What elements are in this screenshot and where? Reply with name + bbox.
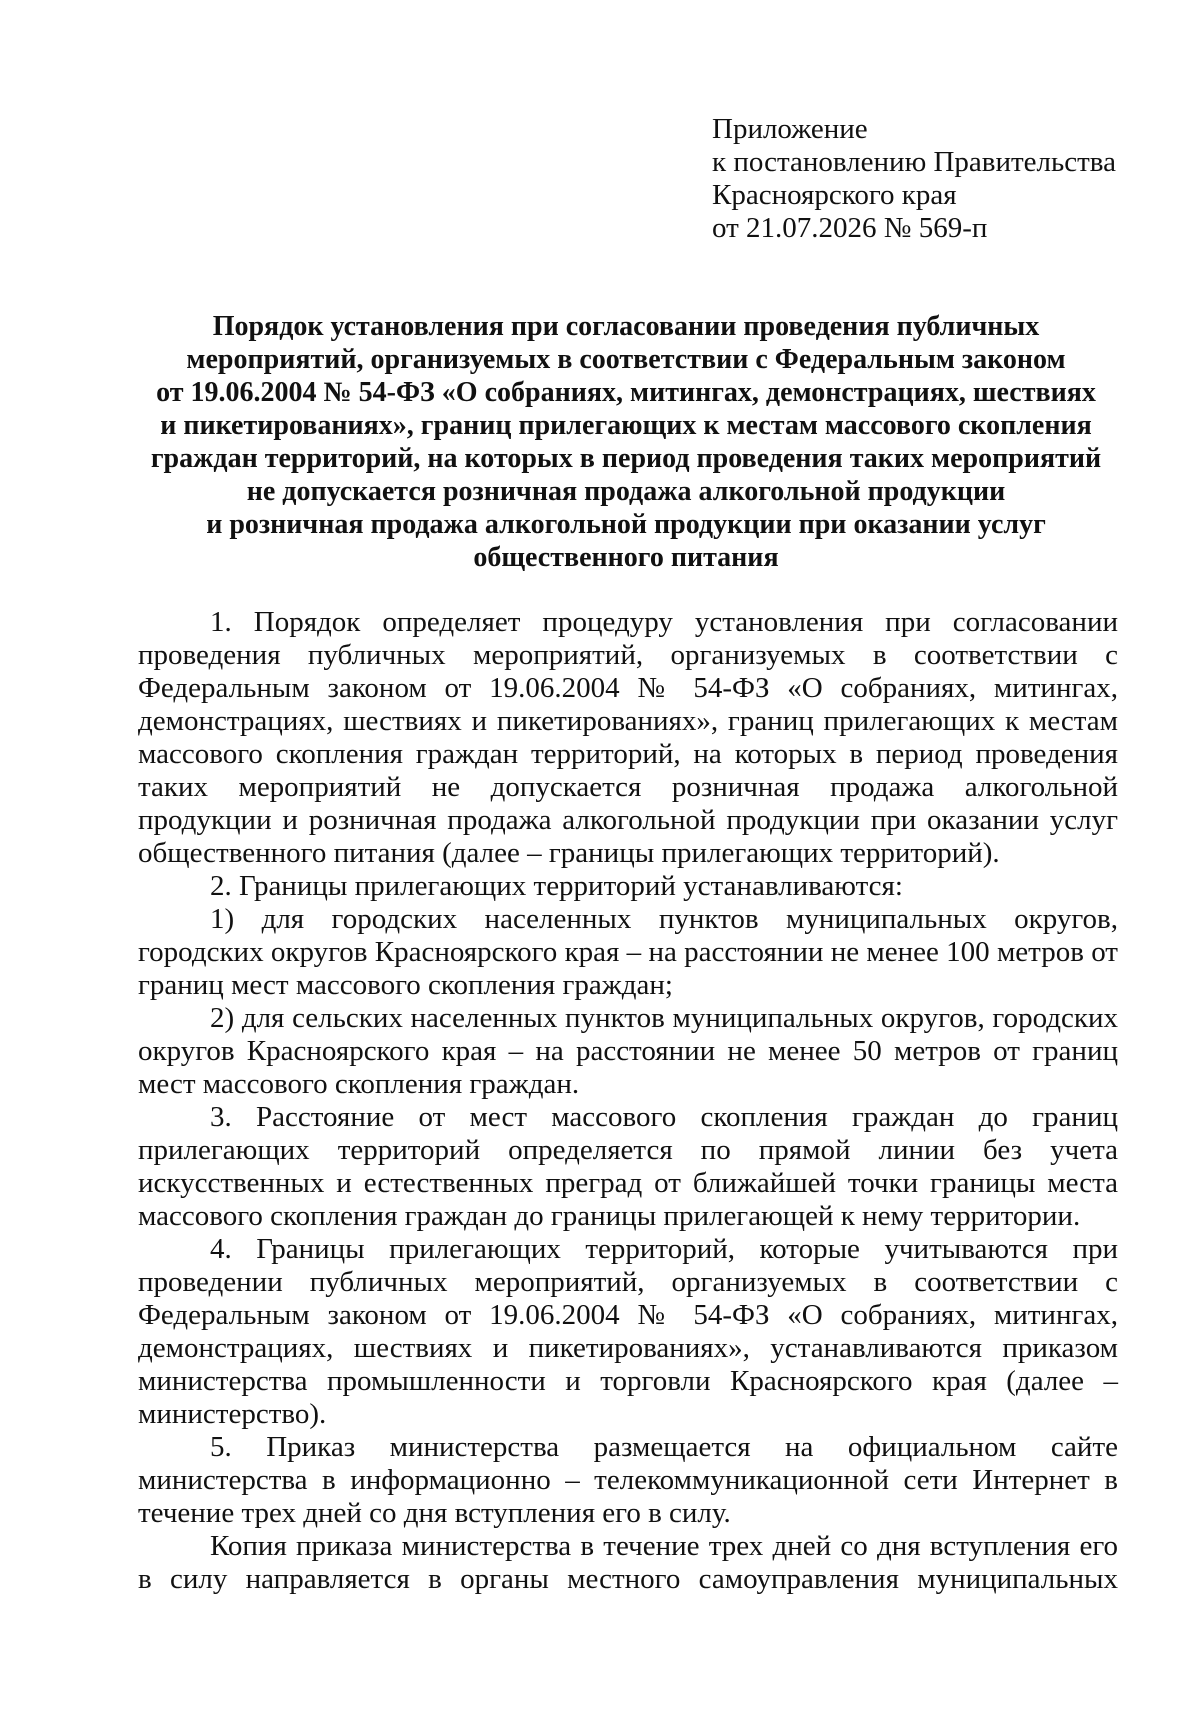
paragraph-continuation: Копия приказа министерства в течение трех дней со дня вступления его в силу направляется в органы местного самоуправления муниципальных — [138, 1530, 1118, 1595]
title-line: общественного питания — [473, 542, 779, 573]
title-line: Порядок установления при согласовании проведения публичных — [212, 311, 1040, 342]
paragraph-2-item-2: 2) для сельских населенных пунктов муниципальных округов, городских округов Красноярского края – на расстоянии не менее 50 метров от границ мест массового скопления граждан. — [138, 1002, 1118, 1100]
paragraph-5: 5. Приказ министерства размещается на официальном сайте министерства в информационно – телекоммуникационной сети Интернет в течение трех дней со дня вступления его в силу. — [138, 1431, 1118, 1529]
paragraph-4: 4. Границы прилегающих территорий, которые учитываются при проведении публичных мероприятий, организуемых в соответствии с Федеральным законом от 19.06.2004 № 54-ФЗ «О собраниях, митингах, демонстрациях, шествиях и пикетированиях», устанавливаются приказом министерства промышленности и торговли Красноярского края (далее – министерство). — [138, 1233, 1118, 1430]
title-line: и розничная продажа алкогольной продукции при оказании услуг — [206, 509, 1046, 540]
document-body — [138, 606, 1118, 1596]
title-line: не допускается розничная продажа алкогольной продукции — [246, 476, 1006, 507]
annex-reference: к постановлению Правительства — [712, 146, 1116, 178]
title-line: и пикетированиях», границ прилегающих к местам массового скопления — [160, 410, 1092, 441]
paragraph-2-item-1: 1) для городских населенных пунктов муниципальных округов, городских округов Красноярского края – на расстоянии не менее 100 метров от границ мест массового скопления граждан; — [138, 903, 1118, 1001]
document-title — [136, 310, 1116, 574]
title-line: мероприятий, организуемых в соответствии с Федеральным законом — [186, 344, 1066, 375]
annex-region: Красноярского края — [712, 179, 957, 211]
annex-header — [712, 113, 1172, 245]
paragraph-3: 3. Расстояние от мест массового скопления граждан до границ прилегающих территорий определяется по прямой линии без учета искусственных и естественных преград от ближайшей точки границы места массового скопления граждан до границы прилегающей к нему территории. — [138, 1101, 1118, 1232]
paragraph-1: 1. Порядок определяет процедуру установления при согласовании проведения публичных мероприятий, организуемых в соответствии с Федеральным законом от 19.06.2004 № 54-ФЗ «О собраниях, митингах, демонстрациях, шествиях и пикетированиях», границ прилегающих к местам массового скопления граждан территорий, на которых в период проведения таких мероприятий не допускается розничная продажа алкогольной продукции и розничная продажа алкогольной продукции при оказании услуг общественного питания (далее – границы прилегающих территорий). — [138, 606, 1118, 869]
title-line: от 19.06.2004 № 54-ФЗ «О собраниях, митингах, демонстрациях, шествиях — [156, 377, 1096, 408]
paragraph-2: 2. Границы прилегающих территорий устанавливаются: — [210, 870, 903, 902]
annex-date-number: от 21.07.2026 № 569-п — [712, 212, 988, 244]
annex-label: Приложение — [712, 113, 868, 145]
title-line: граждан территорий, на которых в период проведения таких мероприятий — [150, 443, 1102, 474]
